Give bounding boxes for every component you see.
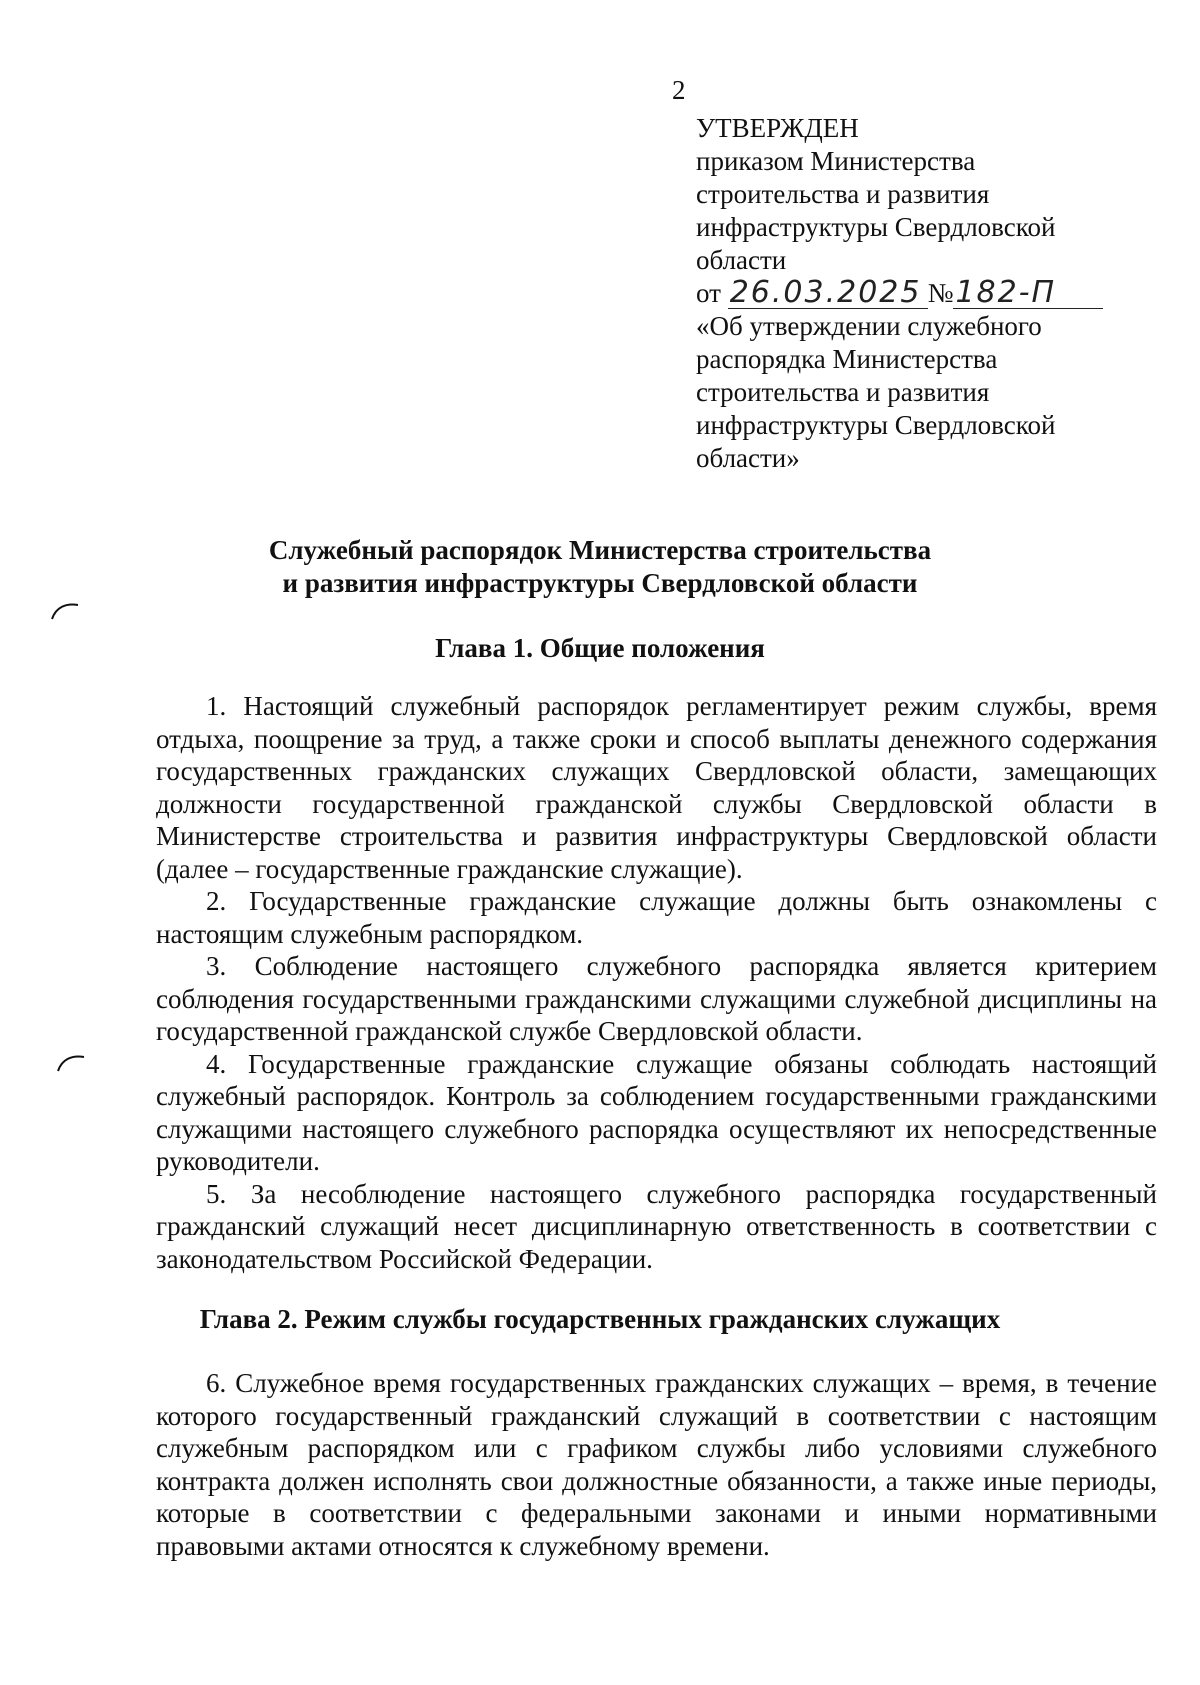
order-date-number-line [696, 277, 1136, 310]
handwritten-number: 182-П [955, 275, 1057, 310]
page-number: 2 [672, 75, 686, 105]
paragraph-2: 2. Государственные гражданские служащие должны быть ознакомлены с настоящим служебным распорядком. [156, 886, 1157, 949]
document-title [140, 534, 1060, 600]
approval-subject-line-4: инфраструктуры Свердловской [696, 410, 1056, 440]
approval-line-1: приказом Министерства [696, 146, 976, 176]
approval-subject-line-3: строительства и развития [696, 377, 990, 407]
paragraph-5: 5. За несоблюдение настоящего служебного распорядка государственный гражданский служащий несет дисциплинарную ответственность в соответствии с законодательством Российской Федерации. [156, 1178, 1157, 1274]
approval-subject-line-1: «Об утверждении служебного [696, 311, 1042, 341]
approval-line-4: области [696, 245, 787, 275]
paragraph-3: 3. Соблюдение настоящего служебного распорядка является критерием соблюдения государственными гражданскими служащими служебной дисциплины на государственной гражданской службе Свердловской области. [156, 951, 1157, 1046]
chapter-2-heading: Глава 2. Режим службы государственных гражданских служащих [199, 1304, 1001, 1334]
approval-subject-line-5: области» [696, 443, 800, 473]
date-prefix: от [696, 278, 721, 308]
document-title-line-2: и развития инфраструктуры Свердловской области [282, 568, 918, 598]
chapter-1-heading: Глава 1. Общие положения [435, 633, 765, 663]
handwritten-date: 26.03.2025 [729, 275, 922, 310]
paragraph-6: 6. Служебное время государственных гражданских служащих – время, в течение которого государственный гражданский служащий в соответствии с настоящим служебным распорядком или с графиком службы либо условиями служебного контракта должен исполнять свои должностные обязанности, а также иные периоды, которые в соответствии с федеральными законами и иными нормативными правовыми актами относятся к служебному времени. [156, 1368, 1157, 1561]
approval-line-2: строительства и развития [696, 179, 990, 209]
document-title-line-1: Служебный распорядок Министерства строительства [268, 535, 932, 565]
paragraph-4: 4. Государственные гражданские служащие обязаны соблюдать настоящий служебный распорядок. Контроль за соблюдением государственными гражданскими служащими настоящего служебного распорядка осуществляют их непосредственные руководители. [156, 1048, 1157, 1176]
chapter-2-body [156, 1367, 1157, 1562]
handwritten-date-field [728, 275, 928, 310]
approval-heading: УТВЕРЖДЕН [696, 113, 859, 143]
punch-hole-mark [56, 1053, 86, 1073]
approval-stamp-block [696, 112, 1136, 475]
paragraph-1: 1. Настоящий служебный распорядок регламентирует режим службы, время отдыха, поощрение за труд, а также сроки и способ выплаты денежного содержания государственных гражданских служащих Свердловской области, замещающих должности государственной гражданской службы Свердловской области в Министерстве строительства и развития инфраструктуры Свердловской области (далее – государственные гражданские служащие). [156, 691, 1157, 884]
punch-hole-mark [50, 601, 80, 621]
chapter-1-body [156, 690, 1157, 1275]
approval-subject-line-2: распорядка Министерства [696, 344, 998, 374]
number-prefix: № [927, 278, 954, 308]
approval-line-3: инфраструктуры Свердловской [696, 212, 1056, 242]
handwritten-number-field [953, 275, 1103, 310]
